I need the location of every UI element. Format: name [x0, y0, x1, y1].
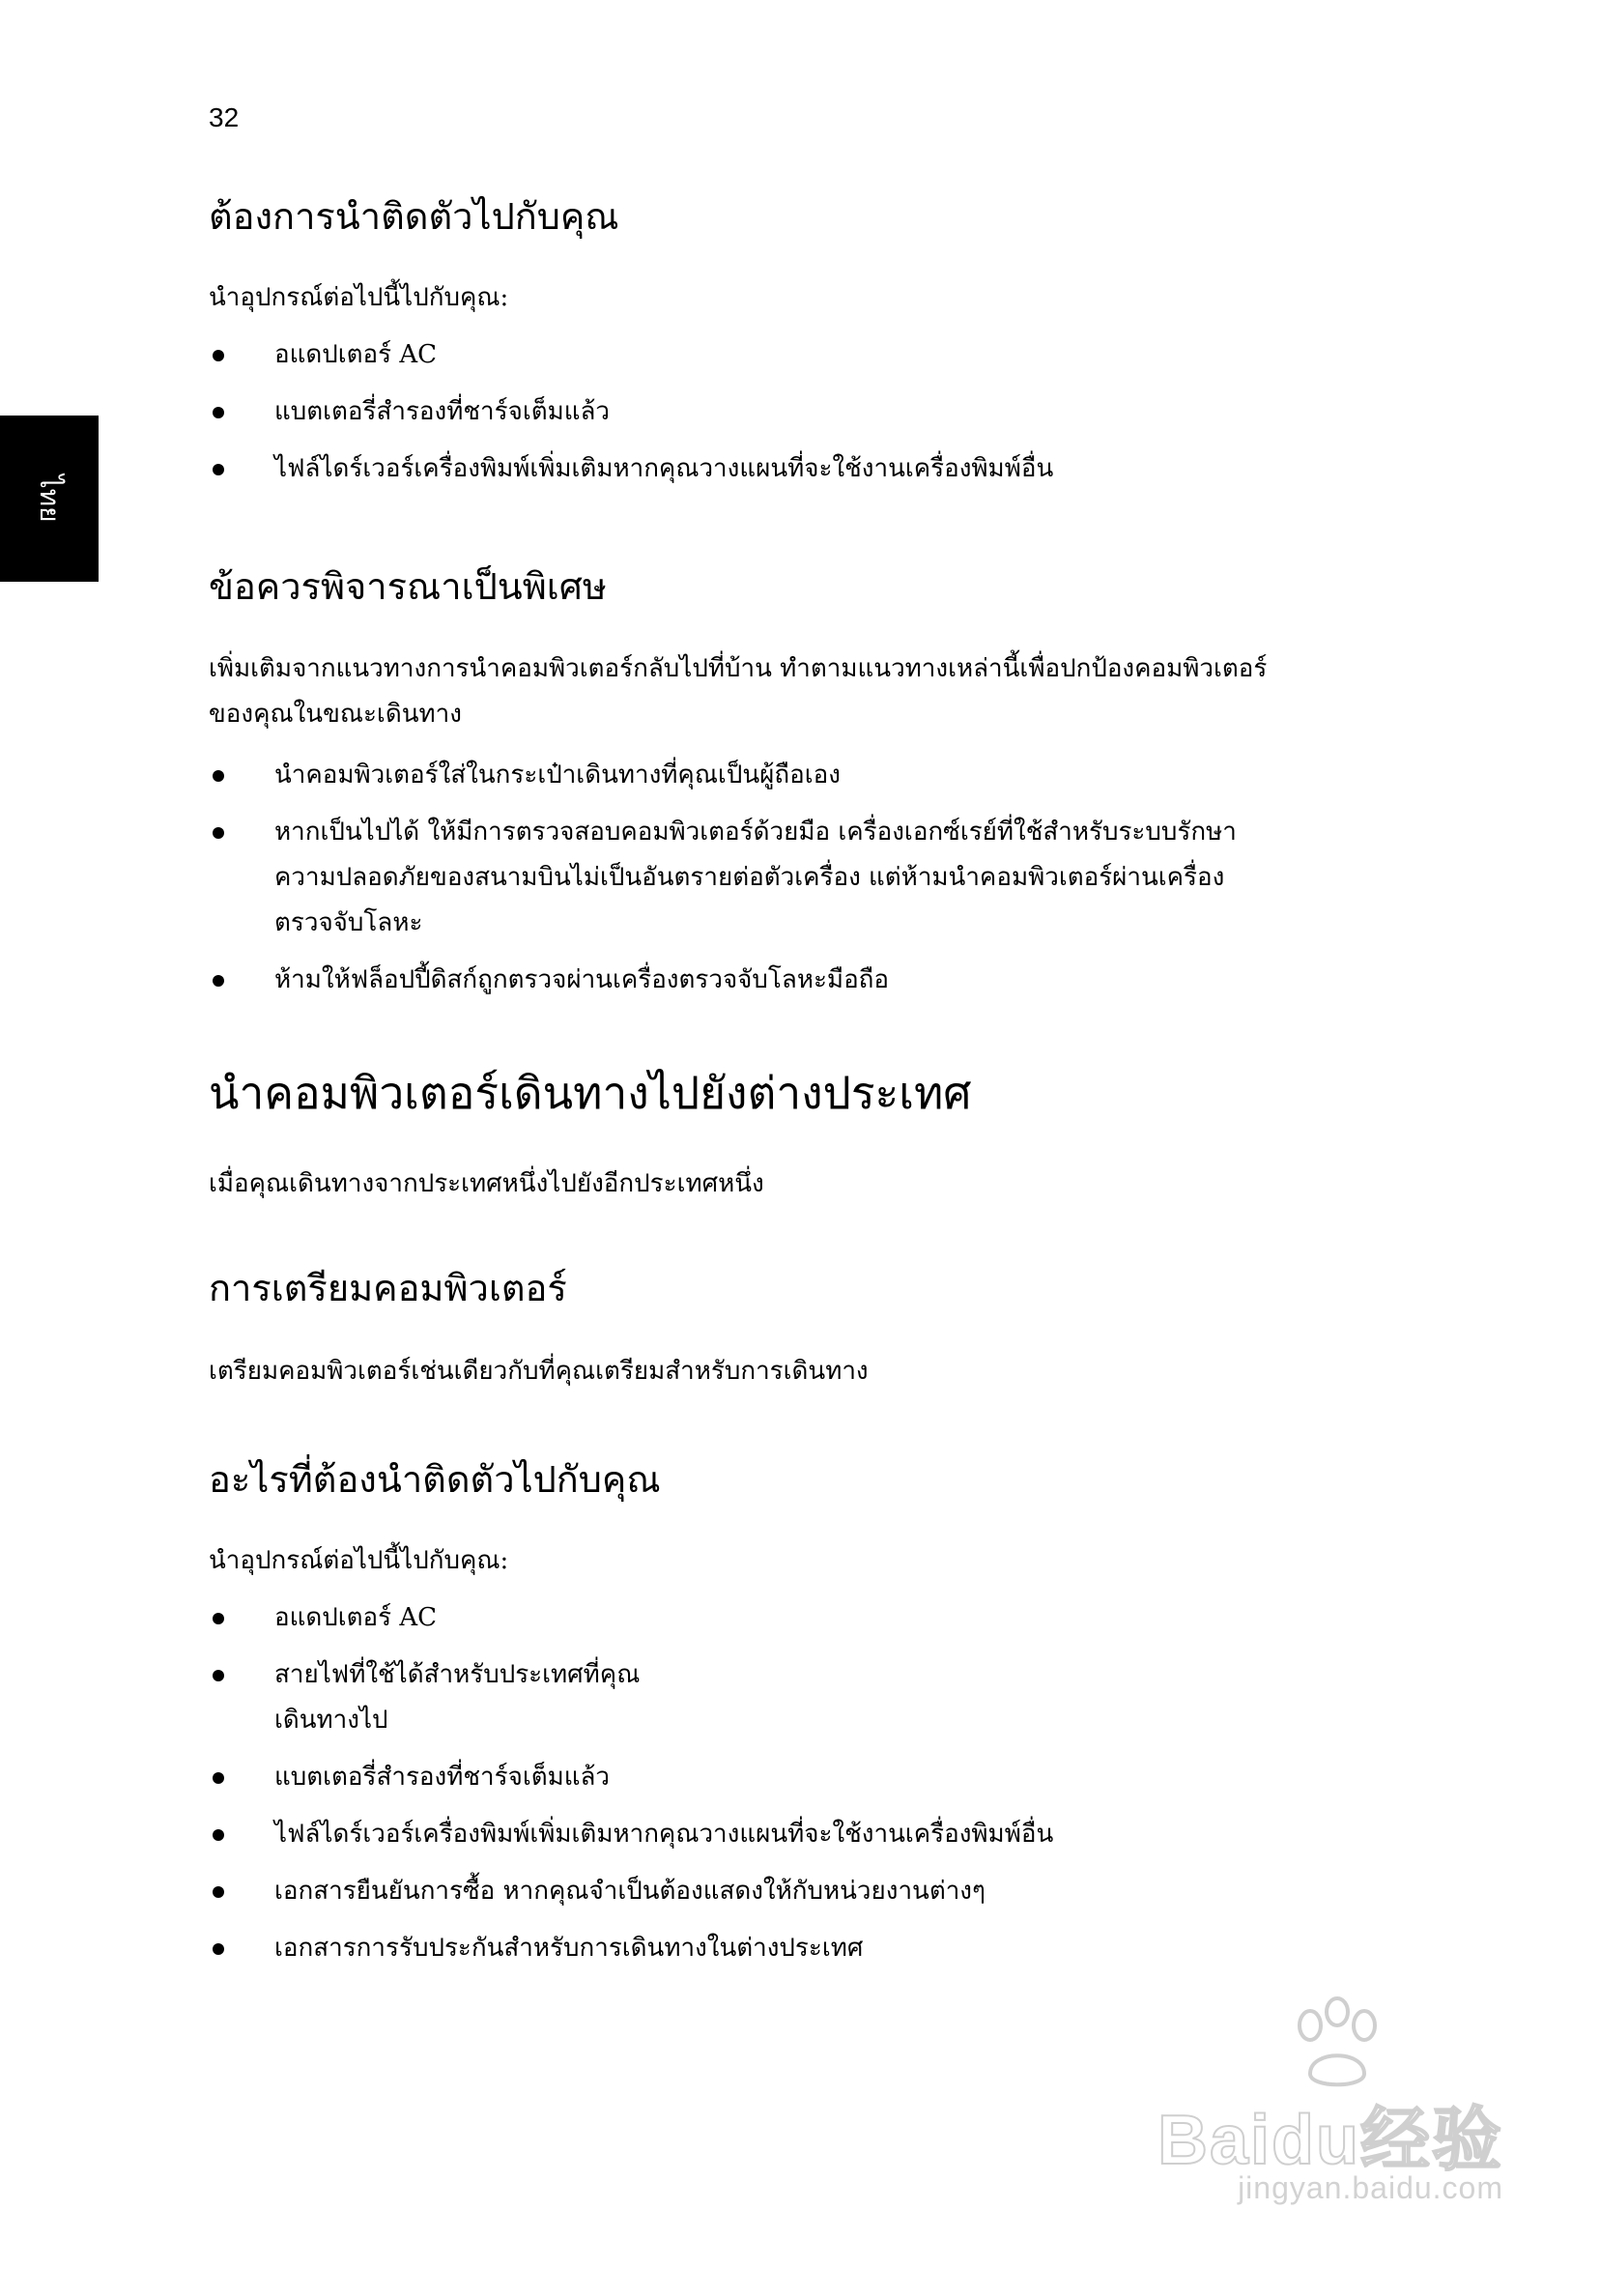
paragraph-line: เพิ่มเติมจากแนวทางการนำคอมพิวเตอร์กลับไปที่บ้าน ทำตามแนวทางเหล่านี้เพื่อปกป้องคอมพิวเตอร์ — [209, 653, 1268, 683]
list-item: ไฟล์ไดร์เวอร์เครื่องพิมพ์เพิ่มเติมหากคุณวางแผนที่จะใช้งานเครื่องพิมพ์อื่น — [209, 1812, 1368, 1857]
watermark-url: jingyan.baidu.com — [1238, 2170, 1503, 2205]
list-item: เอกสารยืนยันการซื้อ หากคุณจำเป็นต้องแสดงให้กับหน่วยงานต่างๆ — [209, 1869, 1368, 1914]
list-item: ไฟล์ไดร์เวอร์เครื่องพิมพ์เพิ่มเติมหากคุณวางแผนที่จะใช้งานเครื่องพิมพ์อื่น — [209, 446, 1368, 492]
list-item: อแดปเตอร์ AC — [209, 332, 1368, 378]
list-item: เอกสารการรับประกันสำหรับการเดินทางในต่างประเทศ — [209, 1926, 1368, 1971]
list-item-line: ความปลอดภัยของสนามบินไม่เป็นอันตรายต่อตัวเครื่อง แต่ห้ามนำคอมพิวเตอร์ผ่านเครื่อง — [274, 862, 1225, 892]
paragraph: เตรียมคอมพิวเตอร์เช่นเดียวกับที่คุณเตรียมสำหรับการเดินทาง — [209, 1356, 869, 1386]
paragraph-line: ของคุณในขณะเดินทาง — [209, 699, 462, 729]
section-heading: ต้องการนำติดตัวไปกับคุณ — [209, 195, 619, 238]
language-tab — [0, 416, 99, 582]
list-item-line: เดินทางไป — [274, 1706, 388, 1736]
list-item — [209, 1652, 1368, 1743]
bullet-list — [209, 753, 1368, 1003]
list-item: แบตเตอรี่สำรองที่ชาร์จเต็มแล้ว — [209, 1755, 1368, 1800]
language-tab-label: ไทย — [35, 474, 65, 523]
bullet-list — [209, 1595, 1368, 1971]
list-item: แบตเตอรี่สำรองที่ชาร์จเต็มแล้ว — [209, 389, 1368, 435]
list-item — [209, 810, 1368, 946]
list-item: อแดปเตอร์ AC — [209, 1595, 1368, 1641]
baidu-watermark — [1127, 1996, 1503, 2209]
bullet-list — [209, 332, 1368, 492]
section-heading: ข้อควรพิจารณาเป็นพิเศษ — [209, 565, 607, 609]
intro-text: นำอุปกรณ์ต่อไปนี้ไปกับคุณ: — [209, 283, 509, 313]
section-international-travel — [209, 1065, 1368, 1207]
section-what-to-take-abroad — [209, 1456, 1368, 1971]
list-item: ห้ามให้ฟล็อปปี้ดิสก์ถูกตรวจผ่านเครื่องตรวจจับโลหะมือถือ — [209, 958, 1368, 1003]
list-item: นำคอมพิวเตอร์ใส่ในกระเป๋าเดินทางที่คุณเป็นผู้ถือเอง — [209, 753, 1368, 798]
page-number: 32 — [209, 102, 240, 132]
section-what-to-bring — [209, 193, 1368, 492]
section-heading: การเตรียมคอมพิวเตอร์ — [209, 1266, 567, 1309]
paragraph: เมื่อคุณเดินทางจากประเทศหนึ่งไปยังอีกประเทศหนึ่ง — [209, 1168, 764, 1198]
section-heading: อะไรที่ต้องนำติดตัวไปกับคุณ — [209, 1457, 661, 1501]
paw-icon — [1281, 1996, 1397, 2093]
section-special-considerations — [209, 563, 1368, 1002]
list-item-line: ตรวจจับโลหะ — [274, 907, 423, 937]
intro-text: นำอุปกรณ์ต่อไปนี้ไปกับคุณ: — [209, 1546, 509, 1576]
section-preparing-computer — [209, 1265, 1368, 1394]
document-body — [209, 193, 1368, 1983]
watermark-brand: Baidu经验 — [1157, 2102, 1503, 2179]
list-item-line: สายไฟที่ใช้ได้สำหรับประเทศที่คุณ — [274, 1660, 641, 1690]
chapter-heading: นำคอมพิวเตอร์เดินทางไปยังต่างประเทศ — [209, 1066, 972, 1119]
list-item-line: หากเป็นไปได้ ให้มีการตรวจสอบคอมพิวเตอร์ด้วยมือ เครื่องเอกซ์เรย์ที่ใช้สำหรับระบบรักษา — [274, 817, 1237, 847]
